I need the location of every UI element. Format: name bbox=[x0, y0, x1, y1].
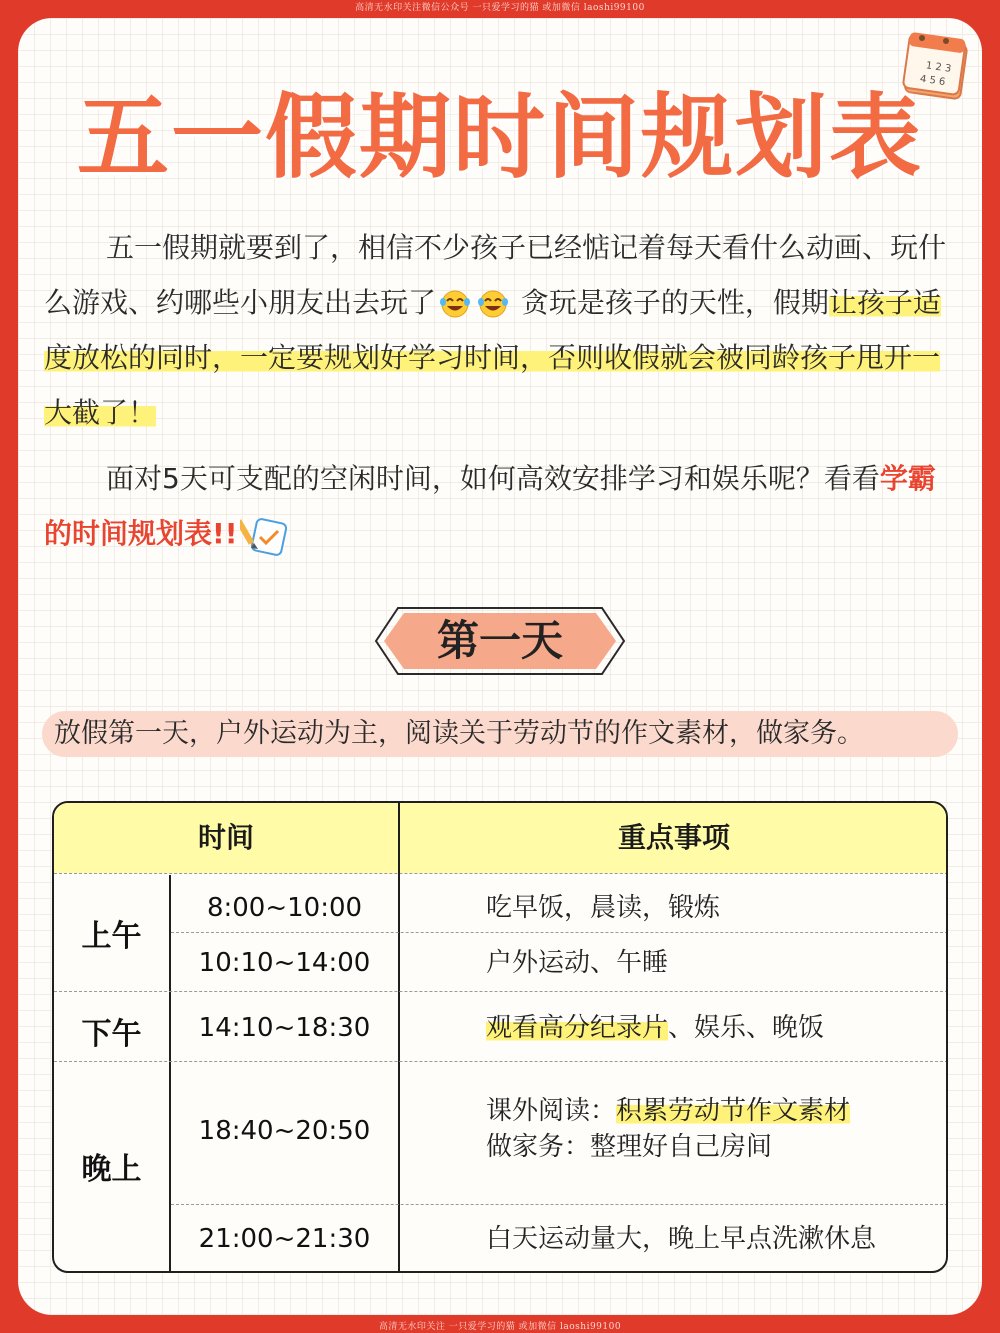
period-morning: 上午 bbox=[81, 919, 142, 954]
task-text: 课外阅读： bbox=[486, 1096, 617, 1126]
time-slot: 21:00~21:30 bbox=[198, 1224, 371, 1254]
task-text: 户外运动、午睡 bbox=[486, 948, 669, 978]
time-slot: 10:10~14:00 bbox=[198, 948, 371, 978]
row-divider bbox=[54, 1061, 948, 1062]
column-divider bbox=[398, 803, 400, 1273]
question-paragraph bbox=[44, 451, 962, 561]
svg-text:4 5 6: 4 5 6 bbox=[919, 73, 946, 89]
question-text: 面对5天可支配的空闲时间，如何高效安排学习和娱乐呢？看看 bbox=[106, 462, 880, 495]
task-text: 白天运动量大，晚上早点洗漱休息 bbox=[486, 1224, 877, 1254]
watermark-bottom: 高清无水印关注 一只爱学习的猫 或加微信 laoshi99100 bbox=[378, 1322, 622, 1332]
header-time: 时间 bbox=[54, 803, 398, 873]
row-divider bbox=[171, 1204, 948, 1205]
laughing-emoji bbox=[476, 289, 510, 319]
time-slot: 14:10~18:30 bbox=[198, 1013, 371, 1043]
schedule-table bbox=[52, 801, 948, 1273]
watermark-top: 高清无水印关注微信公众号 一只爱学习的猫 或加微信 laoshi99100 bbox=[355, 3, 645, 13]
day-summary: 放假第一天，户外运动为主，阅读关于劳动节的作文素材，做家务。 bbox=[42, 711, 958, 757]
day-label: 第一天 bbox=[436, 616, 563, 665]
task-text: 做家务：整理好自己房间 bbox=[486, 1132, 773, 1162]
time-slot: 18:40~20:50 bbox=[198, 1116, 371, 1146]
task-highlight: 积累劳动节作文素材 bbox=[616, 1096, 851, 1126]
row-divider bbox=[54, 991, 948, 992]
task-text: 、娱乐、晚饭 bbox=[668, 1013, 825, 1043]
time-slot: 8:00~10:00 bbox=[206, 893, 363, 923]
intro-text: 五一假期就要到了，相信不少孩子已经惦记着每天看什么动画、玩什么游戏、约哪些小朋友出去玩了 bbox=[44, 231, 947, 319]
task-row-afternoon bbox=[486, 1010, 946, 1046]
task-highlight: 观看高分纪录片 bbox=[486, 1013, 669, 1043]
column-divider bbox=[169, 875, 171, 1273]
period-afternoon: 下午 bbox=[81, 1017, 142, 1052]
row-divider bbox=[54, 873, 948, 874]
intro-text-2: 贪玩是孩子的天性，假期 bbox=[512, 286, 829, 319]
period-evening: 晚上 bbox=[81, 1152, 142, 1187]
laughing-emoji bbox=[438, 289, 472, 319]
svg-text:1 2 3: 1 2 3 bbox=[925, 60, 952, 75]
row-divider bbox=[171, 932, 948, 933]
pencil-checklist-icon bbox=[240, 513, 292, 557]
question-emphasis: 学霸的时间规划表!! bbox=[44, 462, 936, 550]
page-title: 五一假期时间规划表 bbox=[76, 84, 923, 191]
task-row-evening bbox=[486, 1093, 946, 1165]
intro-highlight: 让孩子适度放松的同时，一定要规划好学习时间，否则收假就会被同龄孩子甩开一大截了！ bbox=[44, 286, 941, 429]
intro-paragraph bbox=[44, 220, 962, 440]
header-task: 重点事项 bbox=[400, 803, 948, 873]
task-text: 吃早饭，晨读，锻炼 bbox=[486, 893, 721, 923]
